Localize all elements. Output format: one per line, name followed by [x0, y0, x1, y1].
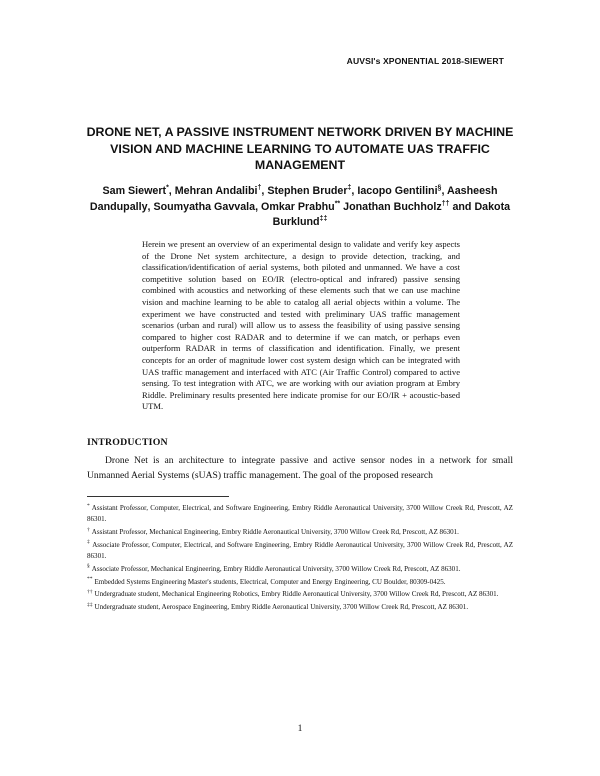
footnote: [87, 527, 513, 538]
footnote-text: Embedded Systems Engineering Master's students, Electrical, Computer and Energy Engineering, CU Boulder, 80309-0425.: [94, 577, 446, 586]
footnotes: [87, 503, 513, 615]
footnote-mark: *: [87, 502, 90, 509]
footnote-text: Associate Professor, Computer, Electrical, and Software Engineering, Embry Riddle Aeronautical University, 3700 Willow Creek Rd, Prescott, AZ 86301.: [87, 540, 514, 560]
author: [343, 201, 474, 213]
author-separator: ,: [351, 185, 358, 197]
author: [357, 185, 447, 197]
author-mark: §: [437, 184, 442, 192]
author-mark: ‡: [347, 184, 352, 192]
author-name: Soumyatha Gavvala: [153, 200, 256, 213]
author: [175, 185, 268, 197]
footnote-mark: ††: [87, 589, 93, 596]
author-mark: *: [166, 184, 169, 192]
author-name: Stephen Bruder: [267, 185, 348, 197]
author-mark: ††: [441, 199, 450, 207]
footnote-text: Assistant Professor, Mechanical Engineering, Embry Riddle Aeronautical University, 3700 Willow Creek Rd, Prescott, AZ 86301.: [91, 528, 459, 536]
author-name: Aasheesh Dandupally: [89, 185, 498, 213]
page-number: 1: [297, 723, 303, 734]
footnote: [87, 540, 513, 562]
author-separator: ,: [255, 200, 262, 213]
footnote-divider: [87, 496, 229, 497]
footnote: [87, 602, 513, 613]
footnote-text: Undergraduate student, Mechanical Engineering Robotics, Embry Riddle Aeronautical University, 3700 Willow Creek Rd, Prescott, AZ 86301.: [94, 590, 499, 599]
running-head: AUVSI's XPONENTIAL 2018-SIEWERT: [346, 56, 504, 66]
footnote: [87, 564, 513, 575]
footnote: [87, 503, 513, 525]
author-separator: ,: [441, 185, 447, 197]
author-separator: ,: [168, 185, 175, 197]
footnote-mark: ‡: [87, 539, 91, 546]
author: [153, 201, 261, 213]
author-list: [86, 184, 514, 231]
author-name: Omkar Prabhu: [261, 200, 335, 213]
author-mark: †: [257, 184, 262, 192]
author-name: Mehran Andalibi: [174, 185, 258, 197]
footnote: [87, 577, 513, 588]
author-mark: **: [334, 199, 341, 207]
abstract: Herein we present an overview of an experimental design to validate and verify key aspects of the Drone Net system architecture, a design to provide detection, tracking, and classification/identification of aerial systems, both piloted and unmanned. We have a cost competitive solution based on EO/IR (electro-optical and infrared) passive sensing combined with acoustics and networking of these elements such that we can use machine vision and machine learning to be able to catalog all aerial objects within a volume. The experiment we have constructed and tested with preliminary UAS traffic management scenarios (urban and rural) will allow us to assess the feasibility of using passive sensing compared to higher cost RADAR and to determine if we can match, or perhaps even outperform RADAR in terms of classification and identification. Finally, we present concepts for an order of magnitude lower cost system design which can be integrated with UAS traffic management and interfaced with ATC (Air Traffic Control) compared to active sensing. To test integration with ATC, we are working with our aviation program at Embry Riddle. Preliminary results presented here indicate promise for our EO/IR + acoustic-based UTM.: [142, 239, 460, 412]
author-separator: ,: [261, 185, 268, 197]
footnote-mark: §: [87, 563, 90, 570]
author-name: Jonathan Buchholz: [343, 200, 442, 213]
author-mark: ‡‡: [319, 215, 328, 223]
author-name: Sam Siewert: [102, 185, 167, 197]
footnote-text: Assistant Professor, Computer, Electrical, and Software Engineering, Embry Riddle Aeronautical University, 3700 Willow Creek Rd, Prescott, AZ 86301.: [87, 504, 513, 524]
footnote: [87, 589, 513, 600]
author: [103, 185, 175, 197]
paper-title: DRONE NET, A PASSIVE INSTRUMENT NETWORK DRIVEN BY MACHINE VISION AND MACHINE LEARNING TO AUTOMATE UAS TRAFFIC MANAGEMENT: [86, 125, 514, 172]
footnote-text: Associate Professor, Mechanical Engineering, Embry Riddle Aeronautical University, 3700 Willow Creek Rd, Prescott, AZ 86301.: [91, 564, 461, 573]
author-separator: and: [449, 200, 475, 213]
author-name: Dakota Burklund: [272, 200, 511, 228]
author: [267, 185, 357, 197]
footnote-mark: **: [87, 576, 93, 583]
footnote-text: Undergraduate student, Aerospace Engineering, Embry Riddle Aeronautical University, 3700 Willow Creek Rd, Prescott, AZ 86301.: [94, 603, 469, 612]
footnote-mark: ‡‡: [87, 601, 93, 608]
footnote-mark: †: [87, 526, 90, 533]
intro-paragraph: Drone Net is an architecture to integrate passive and active sensor nodes in a network for small Unmanned Aerial Systems (sUAS) traffic management. The goal of the proposed research: [87, 455, 513, 481]
author-separator: ,: [147, 200, 154, 213]
author: [261, 201, 343, 213]
section-heading-introduction: INTRODUCTION: [87, 437, 168, 448]
author-name: Iacopo Gentilini: [357, 185, 438, 197]
